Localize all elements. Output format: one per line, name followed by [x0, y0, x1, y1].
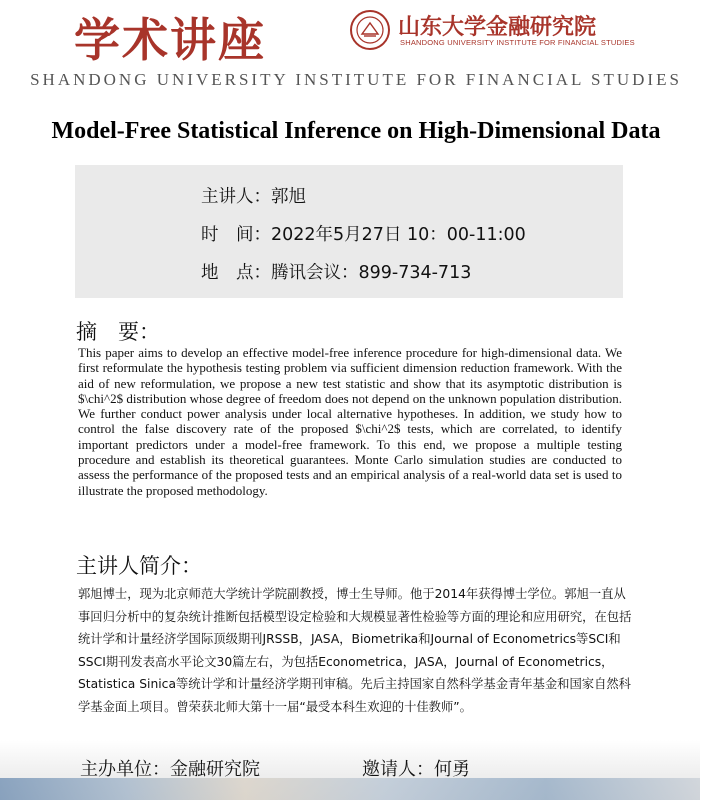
- university-seal-icon: [350, 10, 390, 50]
- speaker-line: [201, 183, 306, 208]
- inviter-label: 邀请人：: [362, 759, 434, 780]
- footer-decoration: [0, 778, 700, 800]
- place-line: [201, 259, 471, 284]
- abstract-heading: 摘 要：: [76, 320, 160, 344]
- brand-title: 学术讲座: [74, 13, 266, 67]
- time-value: 2022年5月27日 10：00-11:00: [271, 225, 526, 245]
- abstract-text: This paper aims to develop an effective model-free inference procedure for high-dimensional data. We first reformulate the hypothesis testing problem via sufficient dimension reduction framework. With the aid of new reformulation, we propose a new test statistic and show that its asymptotic distribution is $\chi^2$ distribution whose degree of freedom does not depend on the unknown population distribution. We further conduct power analysis under local alternative hypotheses. In addition, we study how to control the false discovery rate of the proposed $\chi^2$ tests, which are correlated, to identify important predictors under a model-free framework. To this end, we propose a multiple testing procedure and establish its theoretical guarantees. Monte Carlo simulation studies are conducted to assess the performance of the proposed tests and an empirical analysis of a real-world data set is used to illustrate the proposed methodology.: [78, 345, 622, 498]
- place-label: 地 点：: [201, 263, 271, 283]
- university-name-en: SHANDONG UNIVERSITY INSTITUTE FOR FINANCIAL STUDIES: [30, 70, 682, 89]
- organizer-label: 主办单位：: [80, 759, 170, 780]
- bio-text: 郭旭博士，现为北京师范大学统计学院副教授，博士生导师。他于2014年获得博士学位。郭旭一直从事回归分析中的复杂统计推断包括模型设定检验和大规模显著性检验等方面的理论和应用研究，在包括统计学和计量经济学国际顶级期刊JRSSB，JASA，Biometrika和Journal of Econometrics等SCI和SSCI期刊发表高水平论文30篇左右，为包括Econometrica，JASA，Journal of Econometrics，Statistica Sinica等统计学和计量经济学期刊审稿。先后主持国家自然科学基金青年基金和国家自然科学基金面上项目。曾荣获北师大第十一届“最受本科生欢迎的十佳教师”。: [78, 587, 632, 714]
- time-label: 时 间：: [201, 225, 271, 245]
- university-name-cn: 山东大学金融研究院: [398, 14, 597, 40]
- speaker-value: 郭旭: [271, 187, 306, 207]
- organizer-value: 金融研究院: [170, 759, 260, 780]
- time-line: [201, 221, 526, 246]
- info-box: [75, 165, 623, 298]
- university-name-en-small: SHANDONG UNIVERSITY INSTITUTE FOR FINANCIAL STUDIES: [400, 38, 635, 47]
- organizer-line: [80, 755, 260, 781]
- place-value: 腾讯会议：899-734-713: [271, 263, 472, 283]
- inviter-value: 何勇: [434, 759, 470, 780]
- inviter-line: [362, 755, 470, 781]
- bio-heading: 主讲人简介：: [76, 554, 202, 578]
- poster-header: [0, 0, 712, 100]
- talk-title: Model-Free Statistical Inference on High-Dimensional Data: [51, 118, 661, 144]
- speaker-label: 主讲人：: [201, 187, 271, 207]
